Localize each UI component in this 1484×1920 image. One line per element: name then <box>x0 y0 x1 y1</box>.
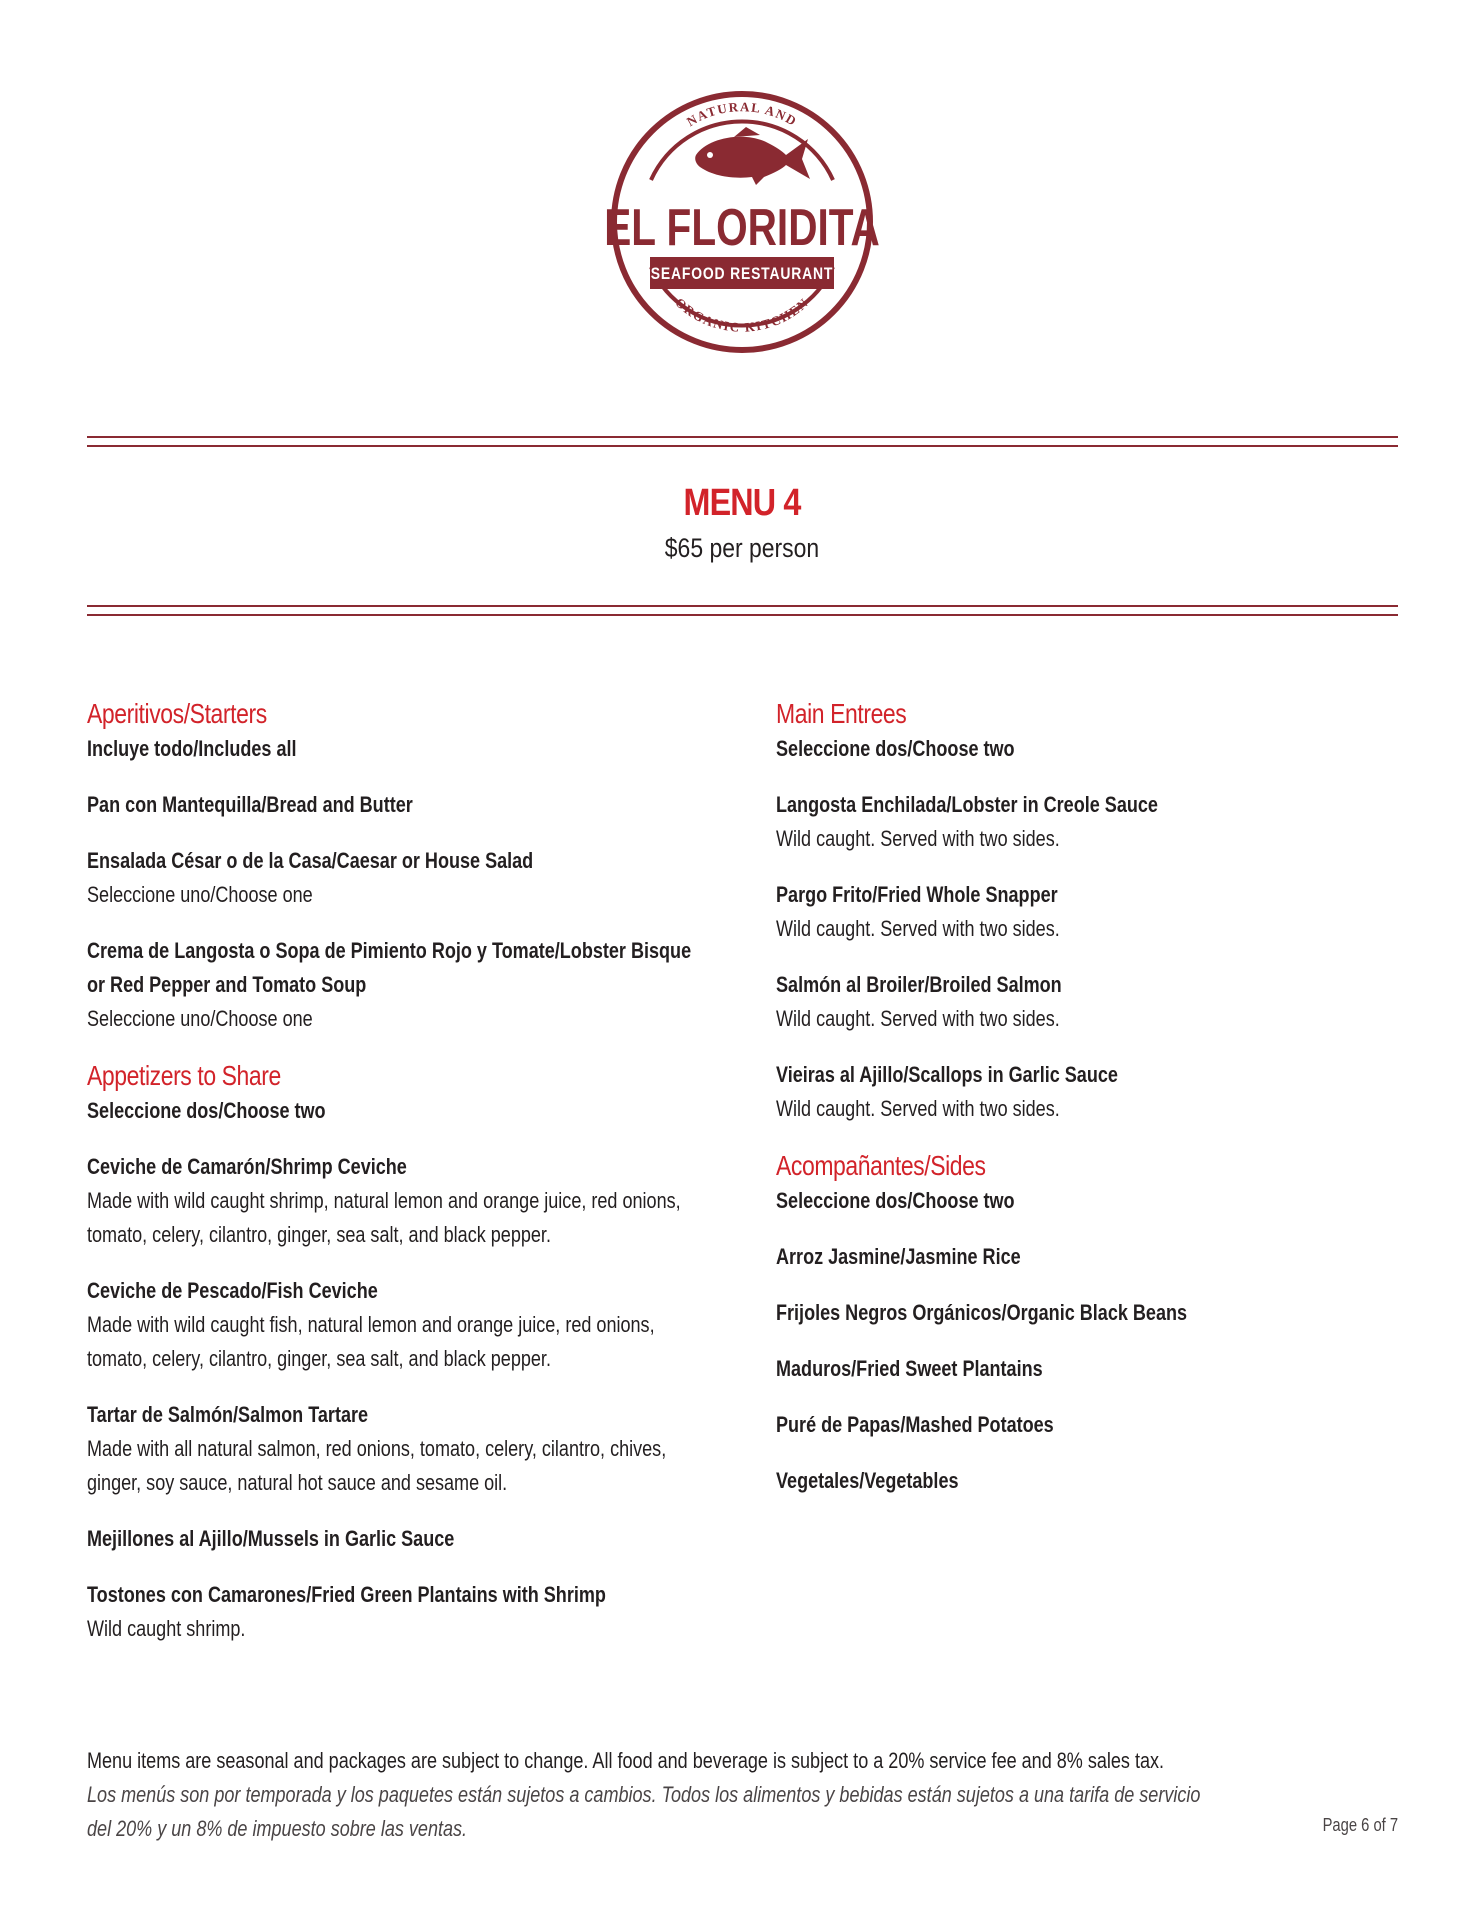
item-name: Salmón al Broiler/Broiled Salmon <box>776 972 1062 997</box>
section-subtitle: Seleccione dos/Choose two <box>776 1188 1015 1213</box>
item-name: Arroz Jasmine/Jasmine Rice <box>776 1244 1021 1269</box>
menu-item <box>776 1352 1376 1386</box>
item-desc-cont: tomato, celery, cilantro, ginger, sea salt, and black pepper. <box>87 1222 551 1247</box>
item-desc: Made with wild caught shrimp, natural lemon and orange juice, red onions, <box>87 1188 681 1213</box>
menu-item <box>87 1398 727 1500</box>
menu-item <box>776 1408 1376 1442</box>
menu-item <box>776 1296 1376 1330</box>
menu-price: $65 per person <box>664 533 820 563</box>
item-name: Ensalada César o de la Casa/Caesar or House Salad <box>87 848 534 873</box>
section-subtitle: Incluye todo/Includes all <box>87 736 297 761</box>
sides-section <box>776 1148 1376 1498</box>
right-column <box>776 696 1376 1498</box>
logo-name: EL FLORIDITA <box>604 198 880 257</box>
item-name: Langosta Enchilada/Lobster in Creole Sauce <box>776 792 1158 817</box>
item-desc: Made with all natural salmon, red onions, tomato, celery, cilantro, chives, <box>87 1436 667 1461</box>
menu-item <box>776 1240 1376 1274</box>
menu-item <box>87 934 727 1036</box>
logo-banner-text: SEAFOOD RESTAURANT <box>650 264 834 284</box>
footer-spanish: Los menús son por temporada y los paquetes están sujetos a cambios. Todos los alimentos y bebidas están sujetos a una tarifa de servicio <box>87 1782 1201 1807</box>
item-name: Mejillones al Ajillo/Mussels in Garlic Sauce <box>87 1526 455 1551</box>
menu-item <box>776 968 1376 1036</box>
entrees-section <box>776 696 1376 1126</box>
left-column <box>87 696 727 1646</box>
item-name: Ceviche de Pescado/Fish Ceviche <box>87 1278 378 1303</box>
top-divider <box>87 436 1398 454</box>
menu-item <box>776 1464 1376 1498</box>
section-subtitle: Seleccione dos/Choose two <box>87 1098 326 1123</box>
item-name: Tartar de Salmón/Salmon Tartare <box>87 1402 369 1427</box>
footer-spanish-cont: del 20% y un 8% de impuesto sobre las ventas. <box>87 1816 468 1841</box>
logo-top-arc-text: NATURAL AND <box>683 99 801 130</box>
section-title: Appetizers to Share <box>87 1060 281 1091</box>
item-desc: Wild caught. Served with two sides. <box>776 1096 1060 1121</box>
menu-title: MENU 4 <box>683 482 801 524</box>
item-name: Pan con Mantequilla/Bread and Butter <box>87 792 413 817</box>
item-name: Vegetales/Vegetables <box>776 1468 959 1493</box>
item-desc: Seleccione uno/Choose one <box>87 1006 313 1031</box>
item-name: Frijoles Negros Orgánicos/Organic Black Beans <box>776 1300 1188 1325</box>
item-name: Pargo Frito/Fried Whole Snapper <box>776 882 1058 907</box>
item-desc-cont: tomato, celery, cilantro, ginger, sea salt, and black pepper. <box>87 1346 551 1371</box>
item-desc: Wild caught. Served with two sides. <box>776 826 1060 851</box>
bottom-divider <box>87 605 1398 623</box>
menu-item <box>87 1578 727 1646</box>
item-name: Vieiras al Ajillo/Scallops in Garlic Sauce <box>776 1062 1118 1087</box>
item-desc: Wild caught. Served with two sides. <box>776 916 1060 941</box>
item-desc: Seleccione uno/Choose one <box>87 882 313 907</box>
footer-english: Menu items are seasonal and packages are subject to change. All food and beverage is subject to a 20% service fee and 8% sales tax. <box>87 1748 1165 1773</box>
starters-section <box>87 696 727 1036</box>
appetizers-section <box>87 1058 727 1646</box>
item-name: Crema de Langosta o Sopa de Pimiento Rojo y Tomate/Lobster Bisque <box>87 938 692 963</box>
el-floridita-logo <box>596 85 888 355</box>
logo-bottom-arc-text: ORGANIC KITCHEN <box>672 294 812 335</box>
section-subtitle: Seleccione dos/Choose two <box>776 736 1015 761</box>
section-title: Main Entrees <box>776 698 907 729</box>
menu-item <box>776 1058 1376 1126</box>
item-name-cont: or Red Pepper and Tomato Soup <box>87 972 367 997</box>
item-desc: Wild caught shrimp. <box>87 1616 246 1641</box>
item-desc: Wild caught. Served with two sides. <box>776 1006 1060 1031</box>
menu-item <box>776 788 1376 856</box>
menu-item <box>776 878 1376 946</box>
item-name: Maduros/Fried Sweet Plantains <box>776 1356 1043 1381</box>
page-number: Page 6 of 7 <box>1322 1815 1398 1835</box>
item-desc: Made with wild caught fish, natural lemon and orange juice, red onions, <box>87 1312 655 1337</box>
menu-item <box>87 1522 727 1556</box>
section-title: Acompañantes/Sides <box>776 1150 986 1181</box>
item-name: Puré de Papas/Mashed Potatoes <box>776 1412 1054 1437</box>
item-name: Tostones con Camarones/Fried Green Plantains with Shrimp <box>87 1582 606 1607</box>
menu-item <box>87 844 727 912</box>
section-title: Aperitivos/Starters <box>87 698 267 729</box>
footer-notice <box>87 1744 1287 1846</box>
menu-item <box>87 1274 727 1376</box>
menu-item <box>87 1150 727 1252</box>
item-name: Ceviche de Camarón/Shrimp Ceviche <box>87 1154 407 1179</box>
item-desc-cont: ginger, soy sauce, natural hot sauce and sesame oil. <box>87 1470 508 1495</box>
menu-item <box>87 788 727 822</box>
